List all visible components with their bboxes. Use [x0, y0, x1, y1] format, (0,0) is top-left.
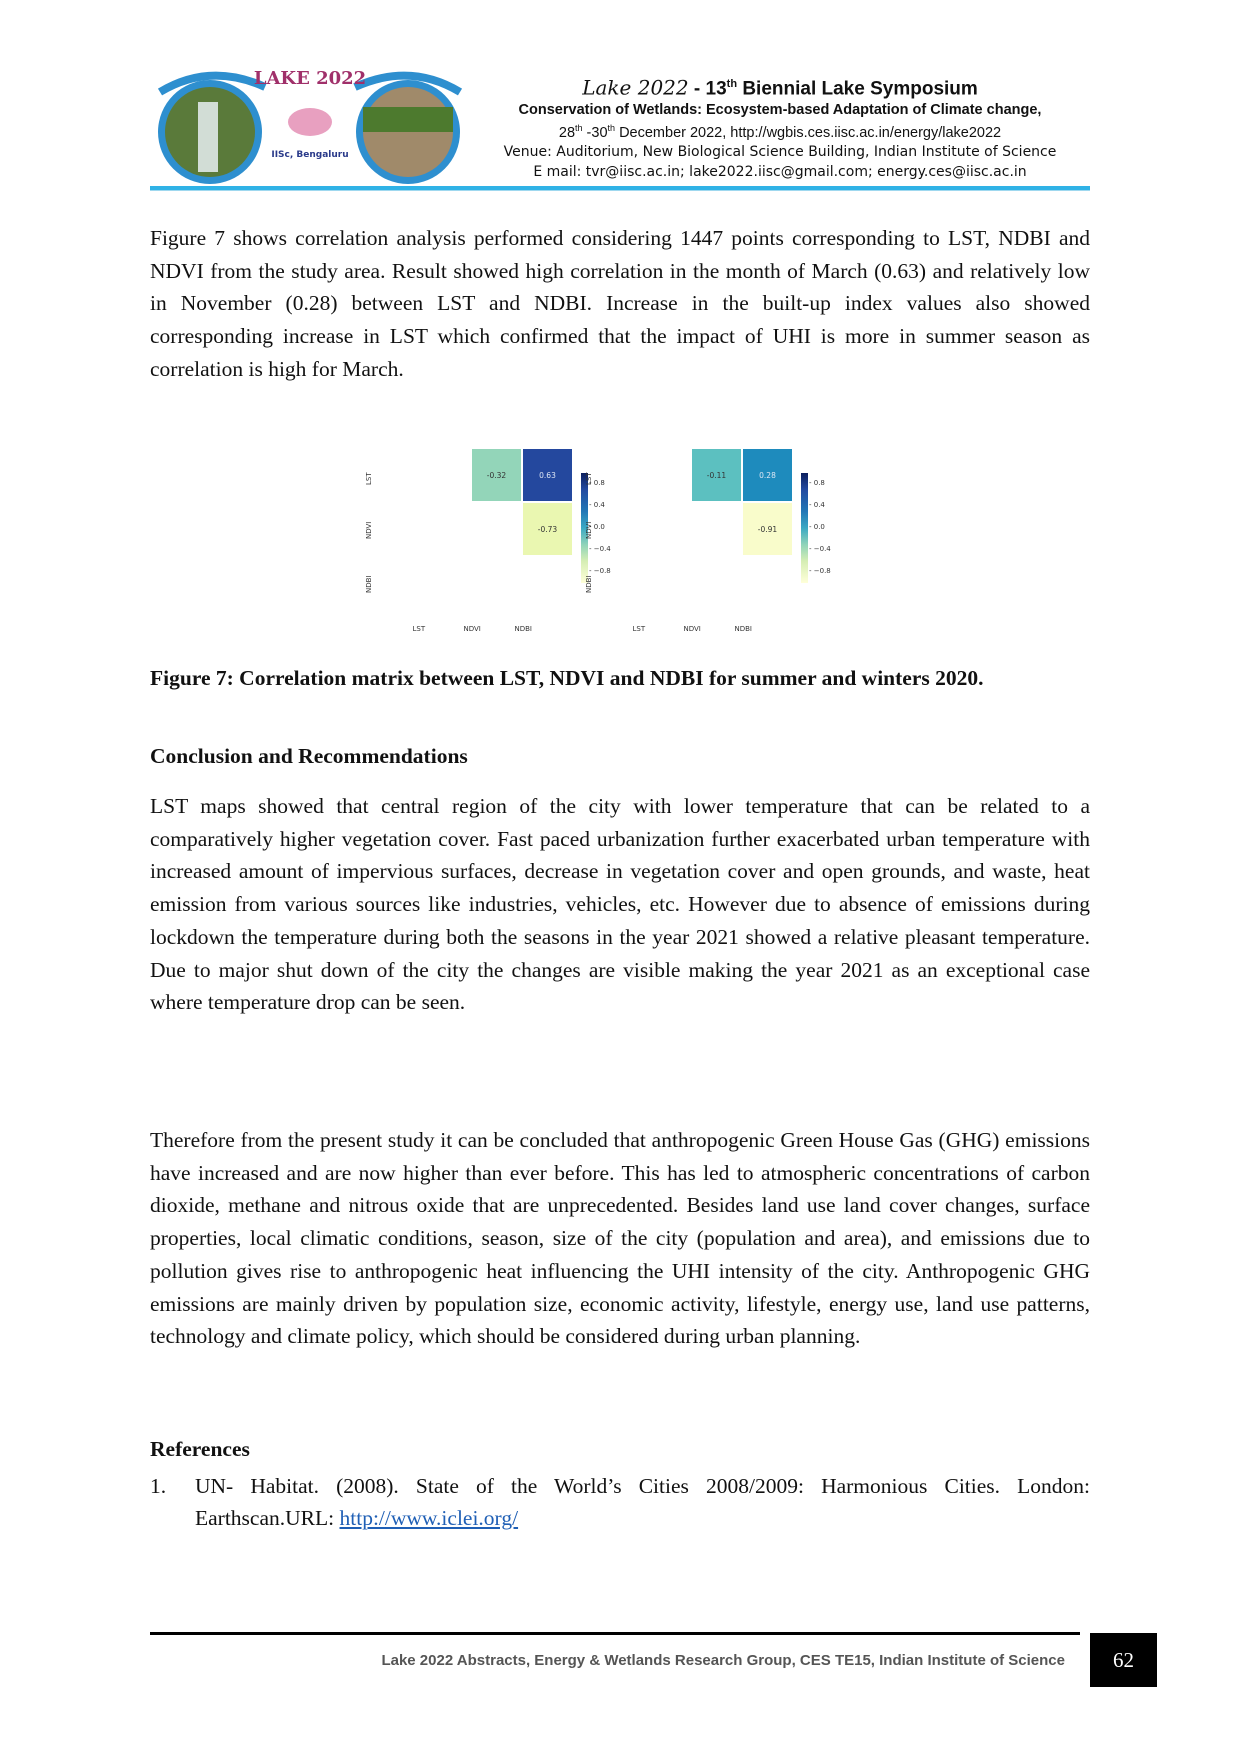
footer-text: Lake 2022 Abstracts, Energy & Wetlands Research Group, CES TE15, Indian Institute of Science [381, 1652, 1065, 1669]
reference-item [150, 1470, 1090, 1534]
x-tick-label-lst: LST [412, 625, 426, 633]
x-tick-label-ndvi: NDVI [683, 625, 701, 633]
symposium-theme: Conservation of Wetlands: Ecosystem-based Adaptation of Climate change, [518, 102, 1042, 119]
colorbar-tick-label: - 0.4 [809, 501, 825, 509]
colorbar-tick-label: - 0.8 [589, 479, 605, 487]
colorbar-tick-label: - 0.4 [589, 501, 605, 509]
paragraph-recommendation: Therefore from the present study it can be concluded that anthropogenic Green House Gas (GHG) emissions have increased and are now higher than ever before. This has led to atmospheric concentrations of carbon dioxide, methane and nitrous oxide that are unprecedented. Besides land use land cover changes, surface properties, local climatic conditions, season, size of the city (population and area), and emissions due to pollution gives rise to anthropogenic heat influencing the UHI intensity of the city. Anthropogenic GHG emissions are mainly driven by population size, economic activity, lifestyle, energy use, land use patterns, technology and climate policy, which should be considered during urban planning. [150, 1128, 1090, 1349]
colorbar [801, 473, 808, 583]
header-rule [150, 186, 1090, 191]
y-tick-label-lst: LST [585, 472, 593, 485]
heatmap-cell-lst-ndbi: 0.28 [742, 448, 793, 502]
paragraph-correlation: Figure 7 shows correlation analysis performed considering 1447 points corresponding to LST, NDBI and NDVI from the study area. Result showed high correlation in the month of March (0.63) and relatively low in November (0.28) between LST and NDBI. Increase in the built-up index values also showed corresponding increase in LST which confirmed that the impact of UHI is more in summer season as correlation is high for March. [150, 226, 1090, 381]
colorbar-tick-label: - −0.4 [809, 545, 831, 553]
colorbar-tick-label: - −0.8 [809, 567, 831, 575]
reference-link[interactable]: http://www.iclei.org/ [339, 1506, 519, 1530]
heatmap-cell-lst-ndvi: -0.32 [471, 448, 522, 502]
conclusion-heading: Conclusion and Recommendations [150, 744, 468, 768]
colorbar-tick-label: - 0.8 [809, 479, 825, 487]
heatmap-cell-ndvi-ndbi: -0.91 [742, 502, 793, 556]
reference-text: UN- Habitat. (2008). State of the World’s Cities 2008/2009: Harmonious Cities. London: Earthscan.URL: [195, 1474, 1090, 1530]
y-tick-label-ndbi: NDBI [585, 575, 593, 593]
heatmap-cell-ndvi-ndbi: -0.73 [522, 502, 573, 556]
heatmap-cell-lst-ndvi: -0.11 [691, 448, 742, 502]
references-heading: References [150, 1437, 250, 1461]
symposium-info [470, 72, 1090, 182]
figure-caption: Figure 7: Correlation matrix between LST, NDVI and NDBI for summer and winters 2020. [150, 666, 984, 690]
y-tick-label-lst: LST [365, 472, 373, 485]
y-tick-label-ndvi: NDVI [365, 521, 373, 539]
x-tick-label-ndbi: NDBI [734, 625, 752, 633]
page-number: 62 [1090, 1633, 1157, 1687]
y-tick-label-ndvi: NDVI [585, 521, 593, 539]
symposium-email: E mail: tvr@iisc.ac.in; lake2022.iisc@gmail.com; energy.ces@iisc.ac.in [533, 164, 1027, 181]
colorbar-tick-label: - −0.4 [589, 545, 611, 553]
figure-7 [365, 445, 865, 645]
symposium-title: Lake 2022 - 13th Biennial Lake Symposium [582, 75, 978, 100]
heatmap-cell-lst-ndbi: 0.63 [522, 448, 573, 502]
lake-2022-logo [150, 62, 470, 187]
colorbar-tick-label: - 0.0 [589, 523, 605, 531]
reference-number: 1. [150, 1474, 167, 1498]
x-tick-label-ndvi: NDVI [463, 625, 481, 633]
footer-rule [150, 1632, 1080, 1635]
colorbar-tick-label: - −0.8 [589, 567, 611, 575]
heatmap-winter [585, 445, 845, 645]
colorbar-tick-label: - 0.0 [809, 523, 825, 531]
symposium-venue: Venue: Auditorium, New Biological Science Building, Indian Institute of Science [503, 144, 1057, 161]
symposium-dates: 28th -30th December 2022, http://wgbis.ces.iisc.ac.in/energy/lake2022 [558, 123, 1002, 142]
page-header [0, 0, 1241, 190]
x-tick-label-ndbi: NDBI [514, 625, 532, 633]
x-tick-label-lst: LST [632, 625, 646, 633]
logo-title: LAKE 2022 [253, 68, 367, 89]
paragraph-conclusion: LST maps showed that central region of the city with lower temperature that can be related to a comparatively higher vegetation cover. Fast paced urbanization further exacerbated urban temperature with increased amount of impervious surfaces, decrease in vegetation cover and open grounds, and waste, heat emission from various sources like industries, vehicles, etc. However due to absence of emissions during lockdown the temperature during both the seasons in the year 2021 showed a relative pleasant temperature. Due to major shut down of the city the changes are visible making the year 2021 as an exceptional case where temperature drop can be seen. [150, 794, 1090, 1015]
svg-text:IISc, Bengaluru: IISc, Bengaluru [271, 150, 349, 160]
y-tick-label-ndbi: NDBI [365, 575, 373, 593]
